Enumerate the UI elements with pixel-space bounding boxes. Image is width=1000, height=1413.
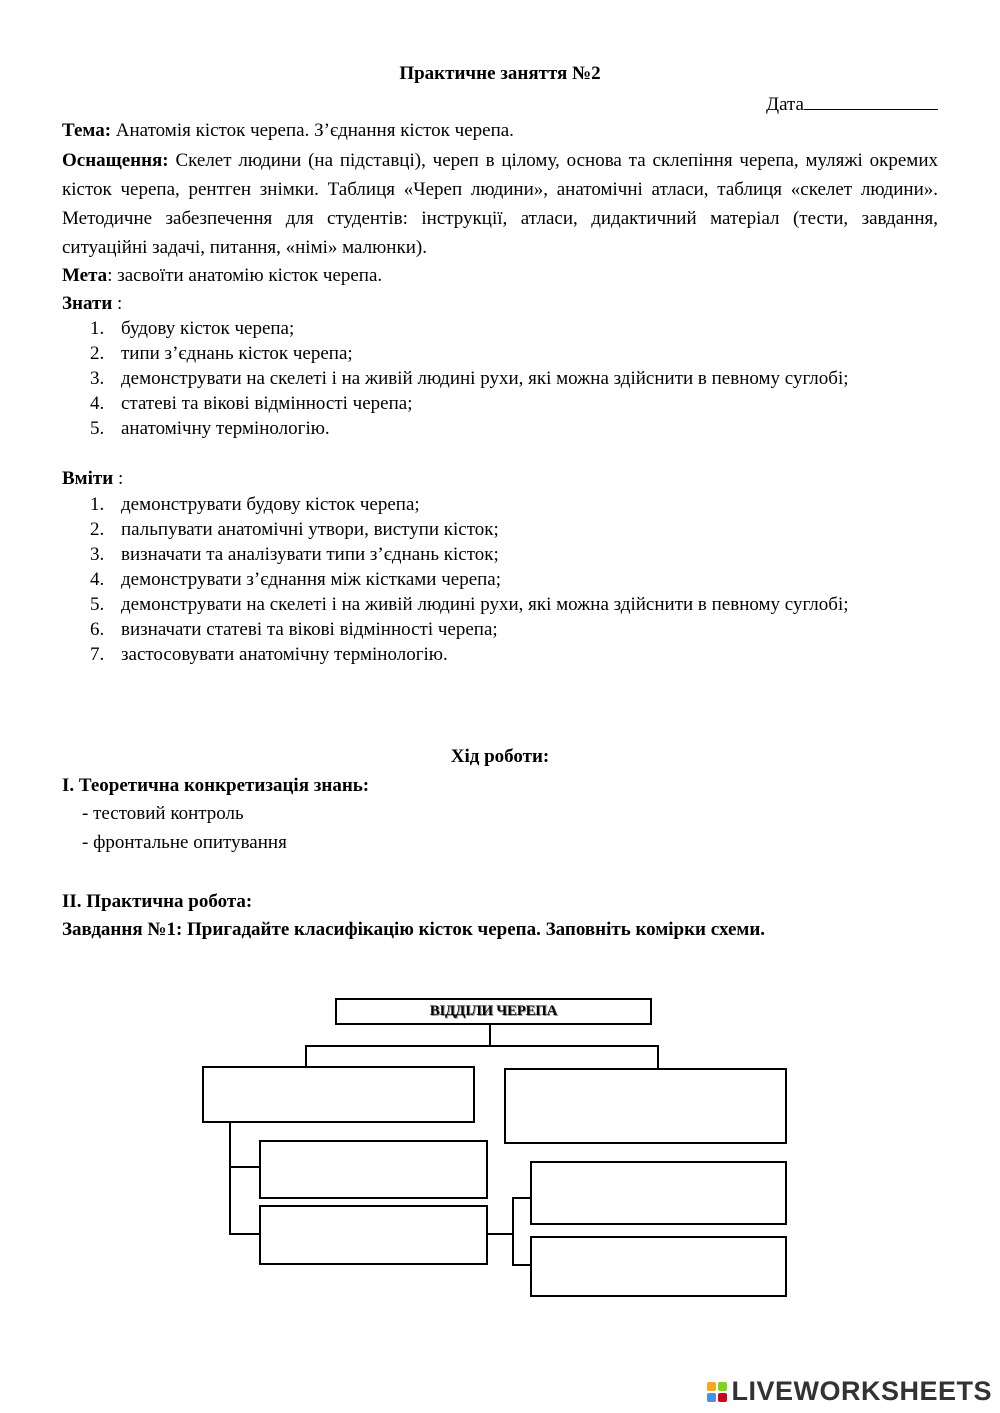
connector-line bbox=[305, 1045, 659, 1047]
equipment-label: Оснащення: bbox=[62, 150, 169, 171]
answer-box-left-division[interactable] bbox=[202, 1066, 475, 1123]
list-text: демонструвати на скелеті і на живій людині рухи, які можна здійснити в певному суглобі; bbox=[121, 594, 849, 615]
goal-label: Мета bbox=[62, 265, 108, 286]
connector-line bbox=[229, 1123, 231, 1235]
section-theory: І. Теоретична конкретизація знань: bbox=[62, 775, 370, 796]
know-suffix: : bbox=[112, 293, 123, 314]
list-text: демонструвати на скелеті і на живій людині рухи, які можна здійснити в певному суглобі; bbox=[121, 368, 849, 389]
skills-suffix: : bbox=[113, 468, 124, 489]
logo-square bbox=[707, 1382, 716, 1391]
page-title: Практичне заняття №2 bbox=[399, 63, 601, 84]
list-number: 1. bbox=[90, 494, 105, 515]
list-item bbox=[62, 317, 938, 342]
list-text: статеві та вікові відмінності черепа; bbox=[121, 393, 413, 414]
connector-line bbox=[229, 1166, 261, 1168]
connector-line bbox=[488, 1233, 514, 1235]
list-item bbox=[62, 518, 938, 543]
brand-name: LIVEWORKSHEETS bbox=[731, 1376, 992, 1406]
date-blank-line[interactable] bbox=[804, 91, 938, 110]
skills-heading bbox=[62, 467, 938, 491]
logo-square bbox=[718, 1393, 727, 1402]
list-item bbox=[62, 392, 938, 417]
list-item bbox=[62, 593, 938, 618]
list-text: демонструвати з’єднання між кістками черепа; bbox=[121, 569, 502, 590]
connector-line bbox=[512, 1264, 532, 1266]
skills-label: Вміти bbox=[62, 468, 114, 489]
date-label: Дата bbox=[766, 94, 804, 115]
answer-box-right-division[interactable] bbox=[504, 1068, 787, 1144]
connector-line bbox=[657, 1045, 659, 1069]
list-number: 5. bbox=[90, 594, 105, 615]
workflow-heading: Хід роботи: bbox=[450, 746, 550, 767]
topic-row bbox=[62, 119, 938, 143]
connector-line bbox=[512, 1197, 532, 1199]
section-practice: ІІ. Практична робота: bbox=[62, 891, 253, 912]
list-item bbox=[62, 367, 938, 392]
list-item bbox=[62, 417, 938, 442]
diagram-header-box: ВІДДІЛИ ЧЕРЕПА bbox=[335, 998, 652, 1025]
list-text: визначати та аналізувати типи з’єднань кісток; bbox=[121, 544, 499, 565]
answer-box-right-sub-2[interactable] bbox=[530, 1236, 787, 1297]
date-field bbox=[766, 91, 938, 117]
liveworksheets-logo bbox=[707, 1376, 992, 1407]
topic-text: Анатомія кісток черепа. З’єднання кісток черепа. bbox=[111, 120, 514, 141]
list-text: демонструвати будову кісток черепа; bbox=[121, 494, 420, 515]
list-item bbox=[62, 643, 938, 668]
list-number: 4. bbox=[90, 393, 105, 414]
goal-row bbox=[62, 264, 938, 288]
list-text: визначати статеві та вікові відмінності черепа; bbox=[121, 619, 498, 640]
equipment-text: Скелет людини (на підставці), череп в цілому, основа та склепіння черепа, муляжі окремих кісток черепа, рентген знімки. Таблиця «Череп людини», анатомічні атласи, таблиця «скелет людини». Методичне забезпечення для студентів: інструкції, атласи, дидактичний матеріал (тести, завдання, ситуаційні задачі, питання, «німі» малюнки). bbox=[62, 150, 938, 258]
logo-icon bbox=[707, 1382, 727, 1402]
task-1-title: Завдання №1: Пригадайте класифікацію кісток черепа. Заповніть комірки схеми. bbox=[62, 919, 766, 940]
list-item bbox=[62, 568, 938, 593]
connector-line bbox=[512, 1197, 514, 1265]
list-item bbox=[62, 618, 938, 643]
logo-square bbox=[718, 1382, 727, 1391]
list-text: пальпувати анатомічні утвори, виступи кісток; bbox=[121, 519, 499, 540]
list-number: 2. bbox=[90, 519, 105, 540]
list-number: 3. bbox=[90, 368, 105, 389]
list-text: будову кісток черепа; bbox=[121, 318, 295, 339]
list-text: анатомічну термінологію. bbox=[121, 418, 330, 439]
answer-box-right-sub-1[interactable] bbox=[530, 1161, 787, 1225]
goal-text: : засвоїти анатомію кісток черепа. bbox=[107, 265, 383, 286]
list-item bbox=[62, 342, 938, 367]
know-heading bbox=[62, 292, 938, 316]
dash-item-survey: - фронтальне опитування bbox=[82, 832, 287, 853]
know-label: Знати bbox=[62, 293, 113, 314]
list-number: 5. bbox=[90, 418, 105, 439]
list-number: 7. bbox=[90, 644, 105, 665]
logo-square bbox=[707, 1393, 716, 1402]
connector-line bbox=[305, 1045, 307, 1066]
know-list bbox=[62, 317, 938, 442]
list-number: 1. bbox=[90, 318, 105, 339]
list-number: 2. bbox=[90, 343, 105, 364]
connector-line bbox=[489, 1025, 491, 1046]
list-number: 4. bbox=[90, 569, 105, 590]
list-item bbox=[62, 543, 938, 568]
connector-line bbox=[229, 1233, 261, 1235]
equipment-paragraph bbox=[62, 146, 938, 262]
list-text: типи з’єднань кісток черепа; bbox=[121, 343, 353, 364]
answer-box-left-sub-1[interactable] bbox=[259, 1140, 488, 1199]
list-number: 6. bbox=[90, 619, 105, 640]
dash-item-test: - тестовий контроль bbox=[82, 803, 244, 824]
topic-label: Тема: bbox=[62, 120, 112, 141]
answer-box-left-sub-2[interactable] bbox=[259, 1205, 488, 1265]
list-text: застосовувати анатомічну термінологію. bbox=[121, 644, 448, 665]
list-number: 3. bbox=[90, 544, 105, 565]
list-item bbox=[62, 493, 938, 518]
skills-list bbox=[62, 493, 938, 668]
